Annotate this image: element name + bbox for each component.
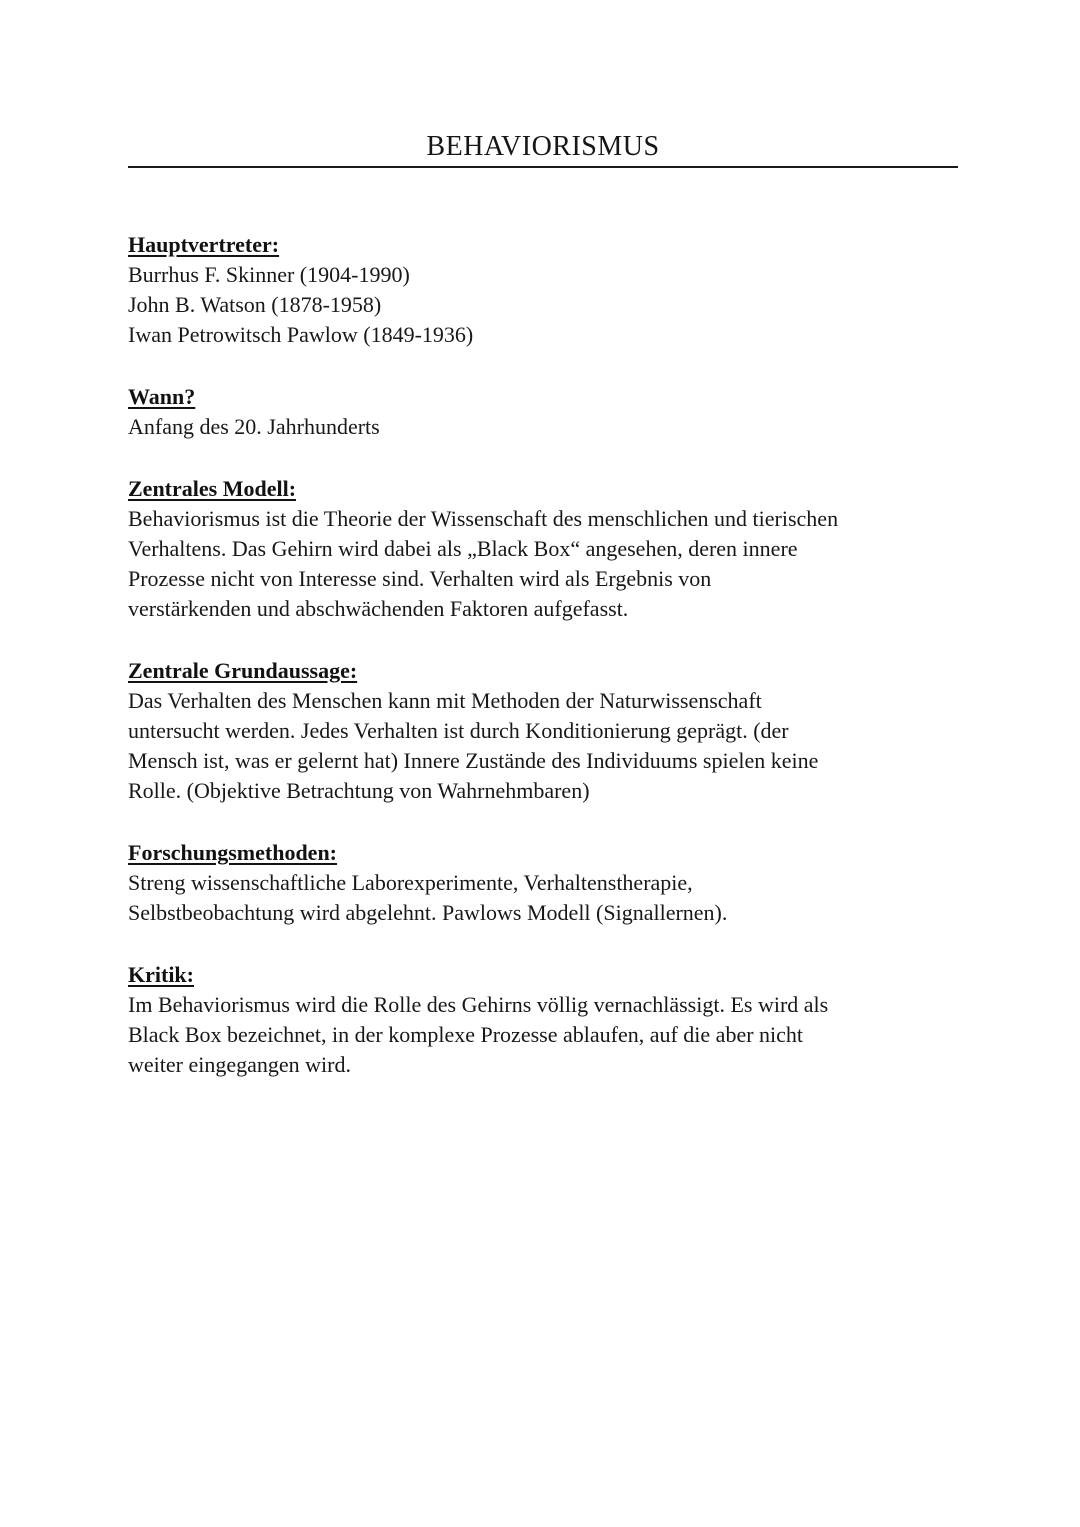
paragraph-line: Burrhus F. Skinner (1904-1990): [128, 262, 410, 287]
section-zentrales-modell: [128, 474, 958, 624]
paragraph-line: Verhaltens. Das Gehirn wird dabei als „Black Box“ angesehen, deren innere: [128, 536, 798, 561]
section-heading: Kritik:: [128, 962, 194, 987]
paragraph-line: Mensch ist, was er gelernt hat) Innere Zustände des Individuums spielen keine: [128, 748, 819, 773]
paragraph-line: Das Verhalten des Menschen kann mit Methoden der Naturwissenschaft: [128, 688, 762, 713]
section-heading: Zentrale Grundaussage:: [128, 658, 358, 683]
section-hauptvertreter: [128, 230, 958, 350]
paragraph-line: Selbstbeobachtung wird abgelehnt. Pawlows Modell (Signallernen).: [128, 900, 728, 925]
section-heading: Wann?: [128, 384, 196, 409]
section-heading: Zentrales Modell:: [128, 476, 297, 501]
section-forschungsmethoden: [128, 838, 958, 928]
paragraph-line: Im Behaviorismus wird die Rolle des Gehirns völlig vernachlässigt. Es wird als: [128, 992, 829, 1017]
paragraph-line: Rolle. (Objektive Betrachtung von Wahrnehmbaren): [128, 778, 590, 803]
paragraph-line: Prozesse nicht von Interesse sind. Verhalten wird als Ergebnis von: [128, 566, 712, 591]
text-column: [128, 130, 958, 1112]
paragraph-line: weiter eingegangen wird.: [128, 1052, 351, 1077]
paragraph-line: Streng wissenschaftliche Laborexperimente, Verhaltenstherapie,: [128, 870, 693, 895]
section-heading: Hauptvertreter:: [128, 232, 280, 257]
page-title: BEHAVIORISMUS: [128, 130, 958, 168]
section-wann: [128, 382, 958, 442]
paragraph-line: untersucht werden. Jedes Verhalten ist durch Konditionierung geprägt. (der: [128, 718, 789, 743]
paragraph-line: verstärkenden und abschwächenden Faktoren aufgefasst.: [128, 596, 629, 621]
paragraph-line: Black Box bezeichnet, in der komplexe Prozesse ablaufen, auf die aber nicht: [128, 1022, 804, 1047]
section-zentrale-grundaussage: [128, 656, 958, 806]
paragraph-line: Behaviorismus ist die Theorie der Wissenschaft des menschlichen und tierischen: [128, 506, 839, 531]
paragraph-line: Iwan Petrowitsch Pawlow (1849-1936): [128, 322, 474, 347]
paragraph-line: John B. Watson (1878-1958): [128, 292, 382, 317]
section-heading: Forschungsmethoden:: [128, 840, 338, 865]
section-kritik: [128, 960, 958, 1080]
paragraph-line: Anfang des 20. Jahrhunderts: [128, 414, 380, 439]
